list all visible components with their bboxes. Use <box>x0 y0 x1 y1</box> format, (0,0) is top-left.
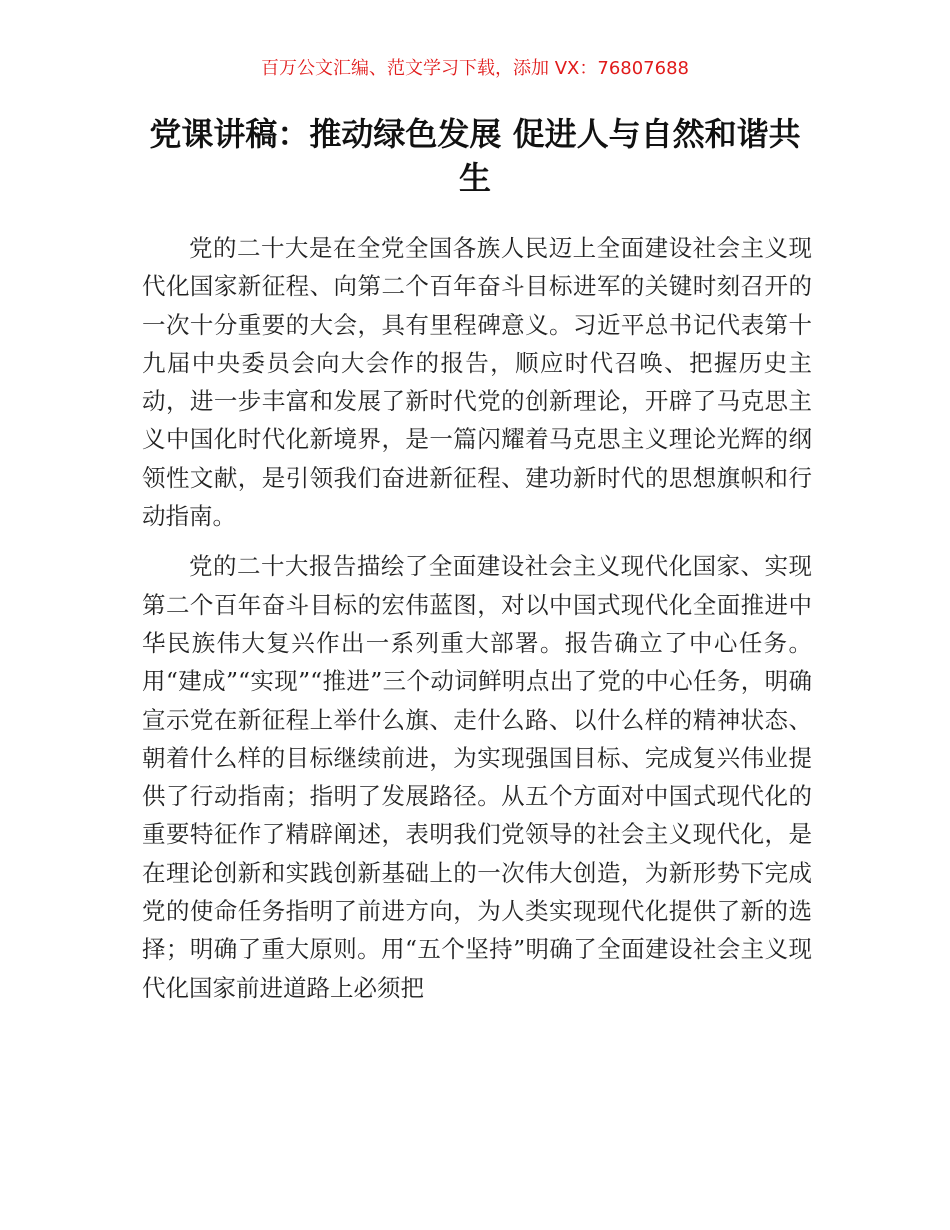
document-body <box>142 229 812 1019</box>
body-paragraph-1: 党的二十大是在全党全国各族人民迈上全面建设社会主义现代化国家新征程、向第二个百年奋斗目标进军的关键时刻召开的一次十分重要的大会，具有里程碑意义。习近平总书记代表第十九届中央委员会向大会作的报告，顺应时代召唤、把握历史主动，进一步丰富和发展了新时代党的创新理论，开辟了马克思主义中国化时代化新境界，是一篇闪耀着马克思主义理论光辉的纲领性文献，是引领我们奋进新征程、建功新时代的思想旗帜和行动指南。 <box>142 234 812 531</box>
body-paragraph-2: 党的二十大报告描绘了全面建设社会主义现代化国家、实现第二个百年奋斗目标的宏伟蓝图，对以中国式现代化全面推进中华民族伟大复兴作出一系列重大部署。报告确立了中心任务。用“建成”“实现”“推进”三个动词鲜明点出了党的中心任务，明确宣示党在新征程上举什么旗、走什么路、以什么样的精神状态、朝着什么样的目标继续前进，为实现强国目标、完成复兴伟业提供了行动指南；指明了发展路径。从五个方面对中国式现代化的重要特征作了精辟阐述，表明我们党领导的社会主义现代化，是在理论创新和实践创新基础上的一次伟大创造，为新形势下完成党的使命任务指明了前进方向，为人类实现现代化提供了新的选择；明确了重大原则。用“五个坚持”明确了全面建设社会主义现代化国家前进道路上必须把 <box>142 552 812 1002</box>
header-promo-note: 百万公文汇编、范文学习下载，添加 VX：76807688 <box>261 58 689 79</box>
document-title: 党课讲稿：推动绿色发展 促进人与自然和谐共生 <box>149 115 801 197</box>
